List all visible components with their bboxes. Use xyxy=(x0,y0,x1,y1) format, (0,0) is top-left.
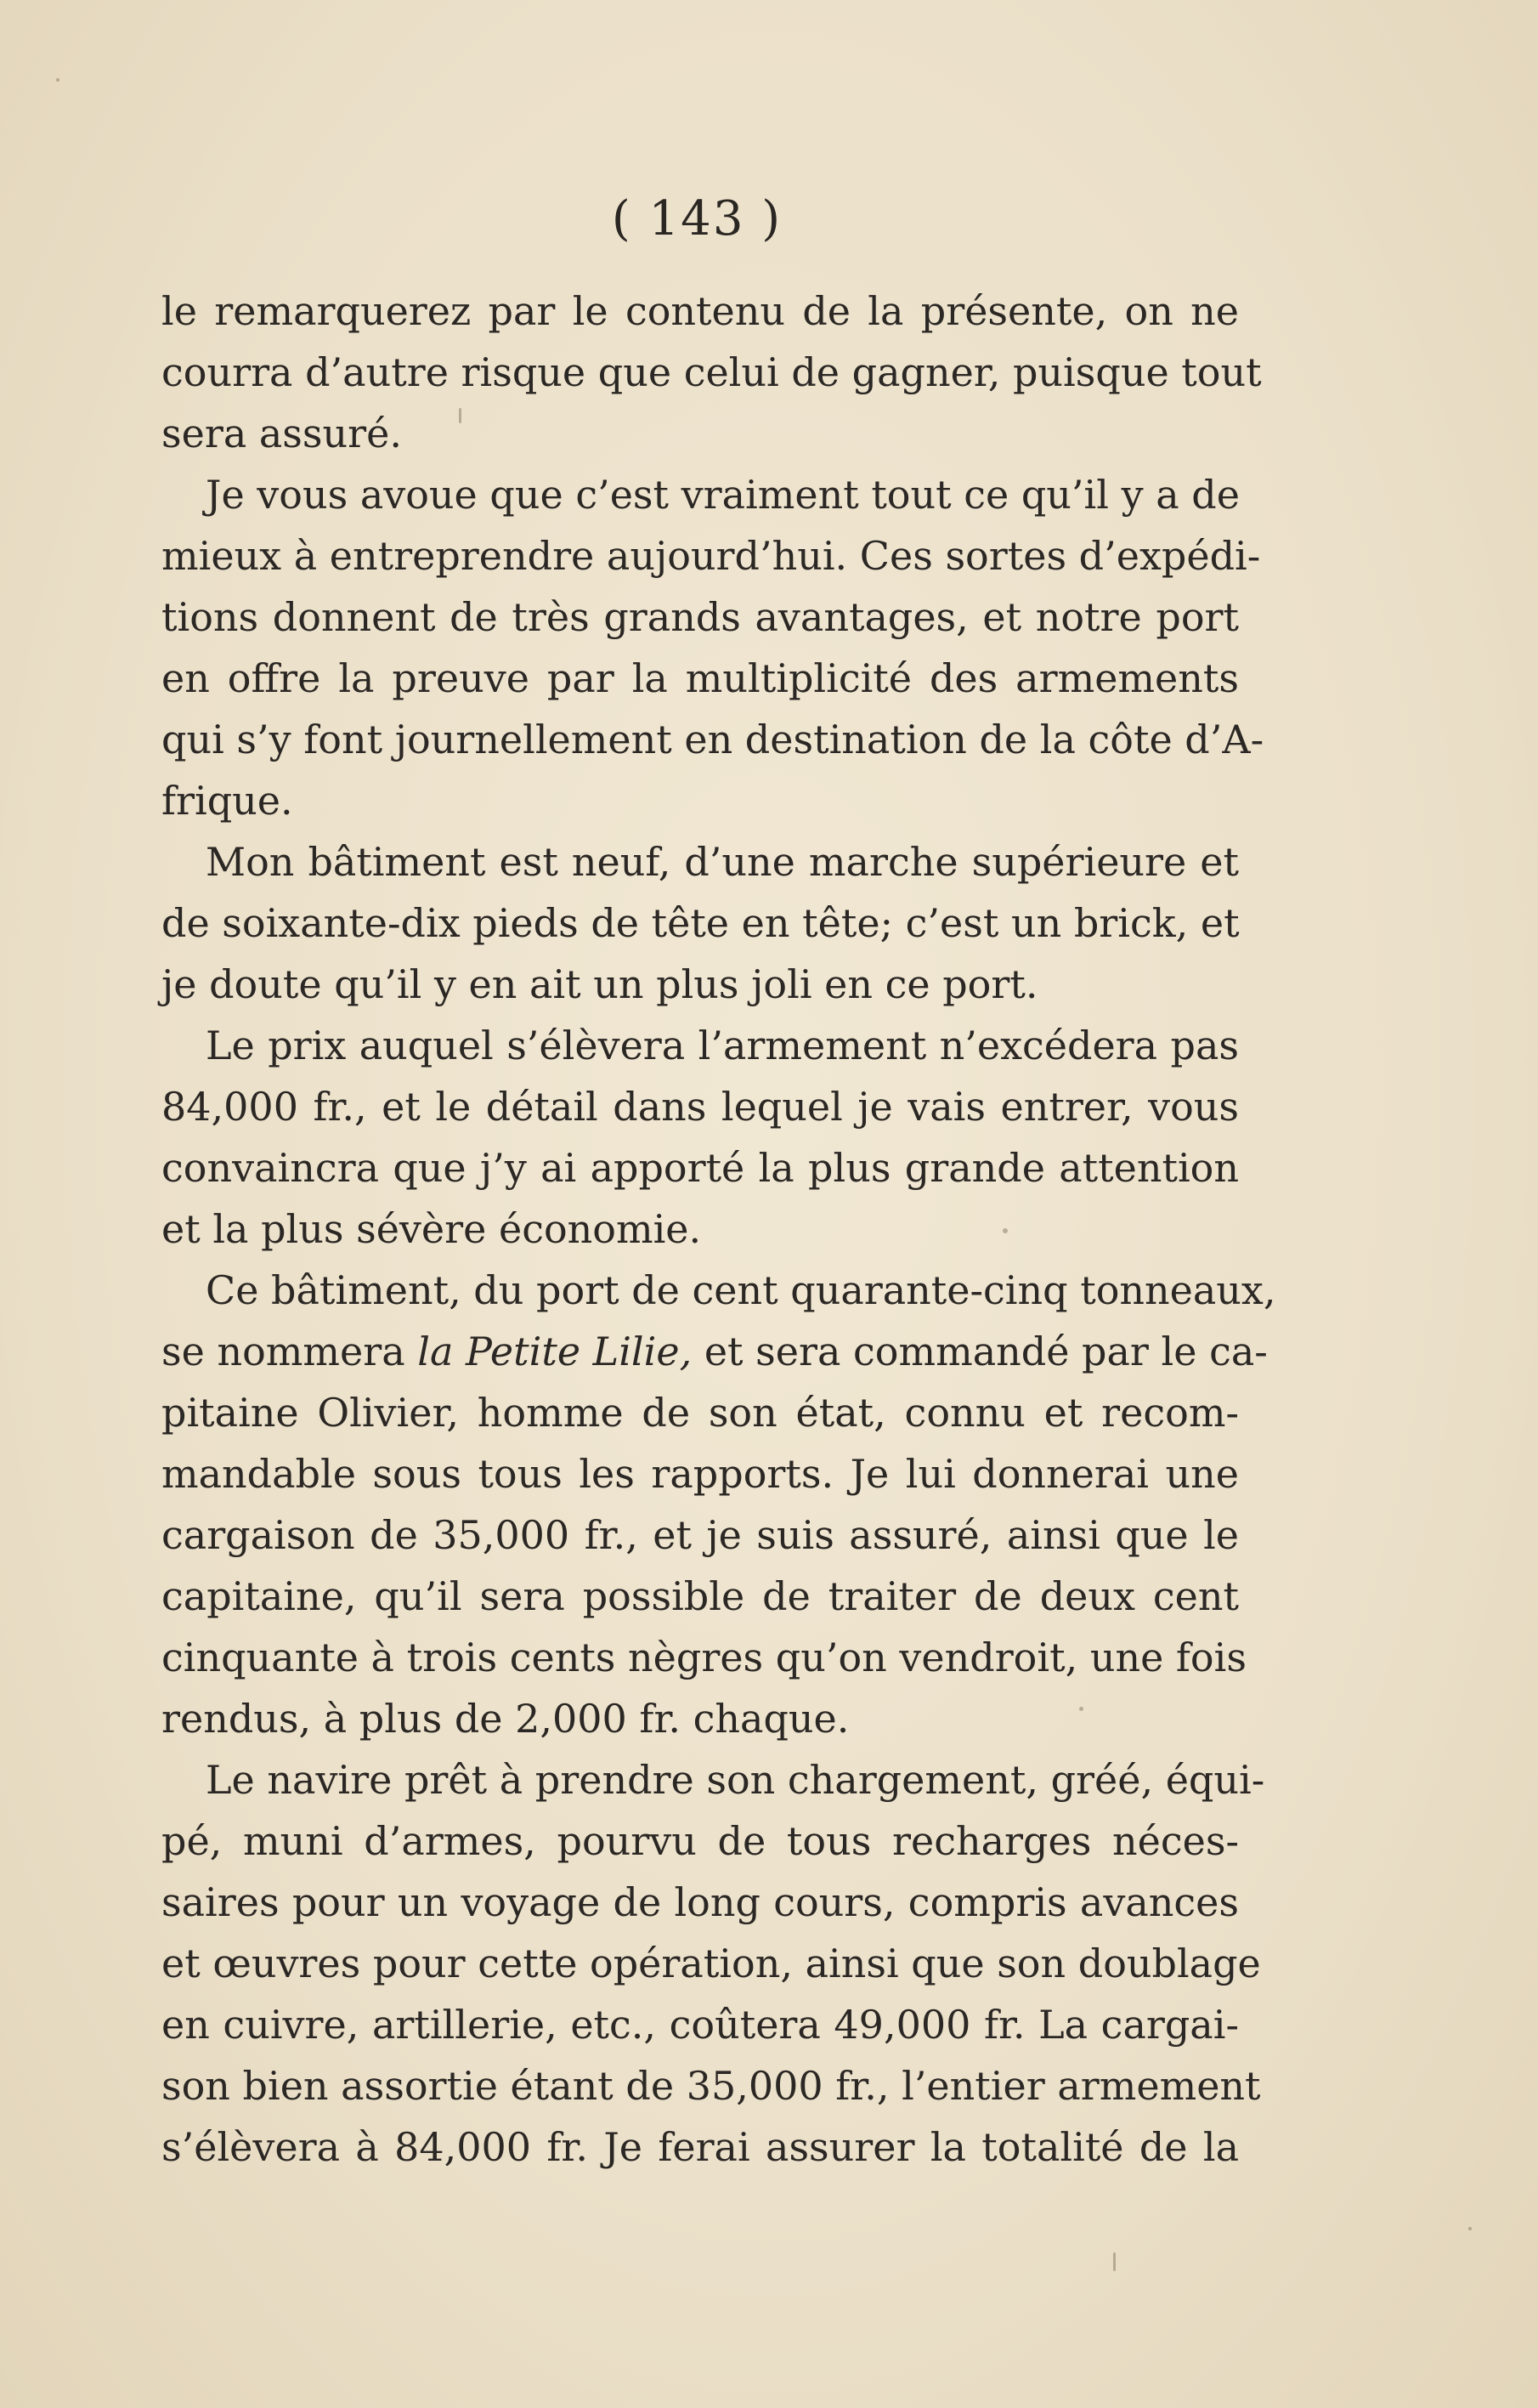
text-line: en offre la preuve par la multiplicité des armements xyxy=(161,655,1239,701)
text-line: cargaison de 35,000 fr., et je suis assuré, ainsi que le xyxy=(161,1512,1239,1558)
text-line: Le navire prêt à prendre son chargement, gréé, équi- xyxy=(206,1757,1265,1803)
text-line: je doute qu’il y en ait un plus joli en ce port. xyxy=(161,961,1038,1007)
text-segment: se nommera xyxy=(161,1329,418,1374)
text-line: saires pour un voyage de long cours, compris avances xyxy=(161,1879,1239,1925)
text-line: courra d’autre risque que celui de gagner, puisque tout xyxy=(161,349,1262,395)
text-line: capitaine, qu’il sera possible de traiter de deux cent xyxy=(161,1573,1239,1619)
text-line: qui s’y font journellement en destination de la côte d’A- xyxy=(161,717,1264,762)
text-line: Mon bâtiment est neuf, d’une marche supérieure et xyxy=(206,839,1239,885)
text-line: tions donnent de très grands avantages, et notre port xyxy=(161,594,1239,640)
text-line: de soixante-dix pieds de tête en tête; c’est un brick, et xyxy=(161,900,1240,946)
text-line: frique. xyxy=(161,778,293,824)
paragraph xyxy=(161,464,1264,831)
text-line: pitaine Olivier, homme de son état, connu et recom- xyxy=(161,1390,1239,1436)
paper-speck xyxy=(1113,2252,1116,2271)
text-line: Ce bâtiment, du port de cent quarante-cinq tonneaux, xyxy=(206,1267,1276,1313)
text-segment: et sera commandé par le ca- xyxy=(692,1329,1268,1374)
text-line: Le prix auquel s’élèvera l’armement n’excédera pas xyxy=(206,1023,1239,1068)
paragraph xyxy=(161,1260,1276,1749)
text-line: s’élèvera à 84,000 fr. Je ferai assurer la totalité de la xyxy=(161,2124,1239,2170)
paper-speck xyxy=(1003,1228,1008,1233)
paragraph xyxy=(161,1749,1265,2178)
text-line-with-ship-name xyxy=(161,1321,1268,1382)
paper-speck xyxy=(1079,1707,1083,1711)
text-line: pé, muni d’armes, pourvu de tous recharges néces- xyxy=(161,1818,1239,1864)
paper-speck xyxy=(459,408,461,423)
text-line: et la plus sévère économie. xyxy=(161,1206,702,1252)
text-line: en cuivre, artillerie, etc., coûtera 49,000 fr. La cargai- xyxy=(161,2002,1239,2048)
text-line: rendus, à plus de 2,000 fr. chaque. xyxy=(161,1696,850,1742)
paragraph xyxy=(161,1015,1239,1260)
text-line: cinquante à trois cents nègres qu’on vendroit, une fois xyxy=(161,1635,1247,1680)
page-number: ( 143 ) xyxy=(611,191,783,246)
paragraph xyxy=(161,280,1262,464)
paper-speck xyxy=(1468,2227,1472,2230)
body-text xyxy=(161,280,1276,2178)
paper-speck xyxy=(56,78,59,82)
text-line: 84,000 fr., et le détail dans lequel je vais entrer, vous xyxy=(161,1084,1239,1130)
text-line: et œuvres pour cette opération, ainsi que son doublage xyxy=(161,1941,1261,1986)
text-line: Je vous avoue que c’est vraiment tout ce qu’il y a de xyxy=(206,472,1240,518)
text-line: son bien assortie étant de 35,000 fr., l’entier armement xyxy=(161,2063,1261,2109)
text-line: le remarquerez par le contenu de la présente, on ne xyxy=(161,288,1239,334)
text-line: convaincra que j’y ai apporté la plus grande attention xyxy=(161,1145,1239,1191)
ship-name: la Petite Lilie, xyxy=(417,1329,693,1374)
paragraph xyxy=(161,831,1239,1015)
text-line: mandable sous tous les rapports. Je lui donnerai une xyxy=(161,1451,1239,1497)
text-line: sera assuré. xyxy=(161,411,402,456)
text-line: mieux à entreprendre aujourd’hui. Ces sortes d’expédi- xyxy=(161,533,1261,579)
